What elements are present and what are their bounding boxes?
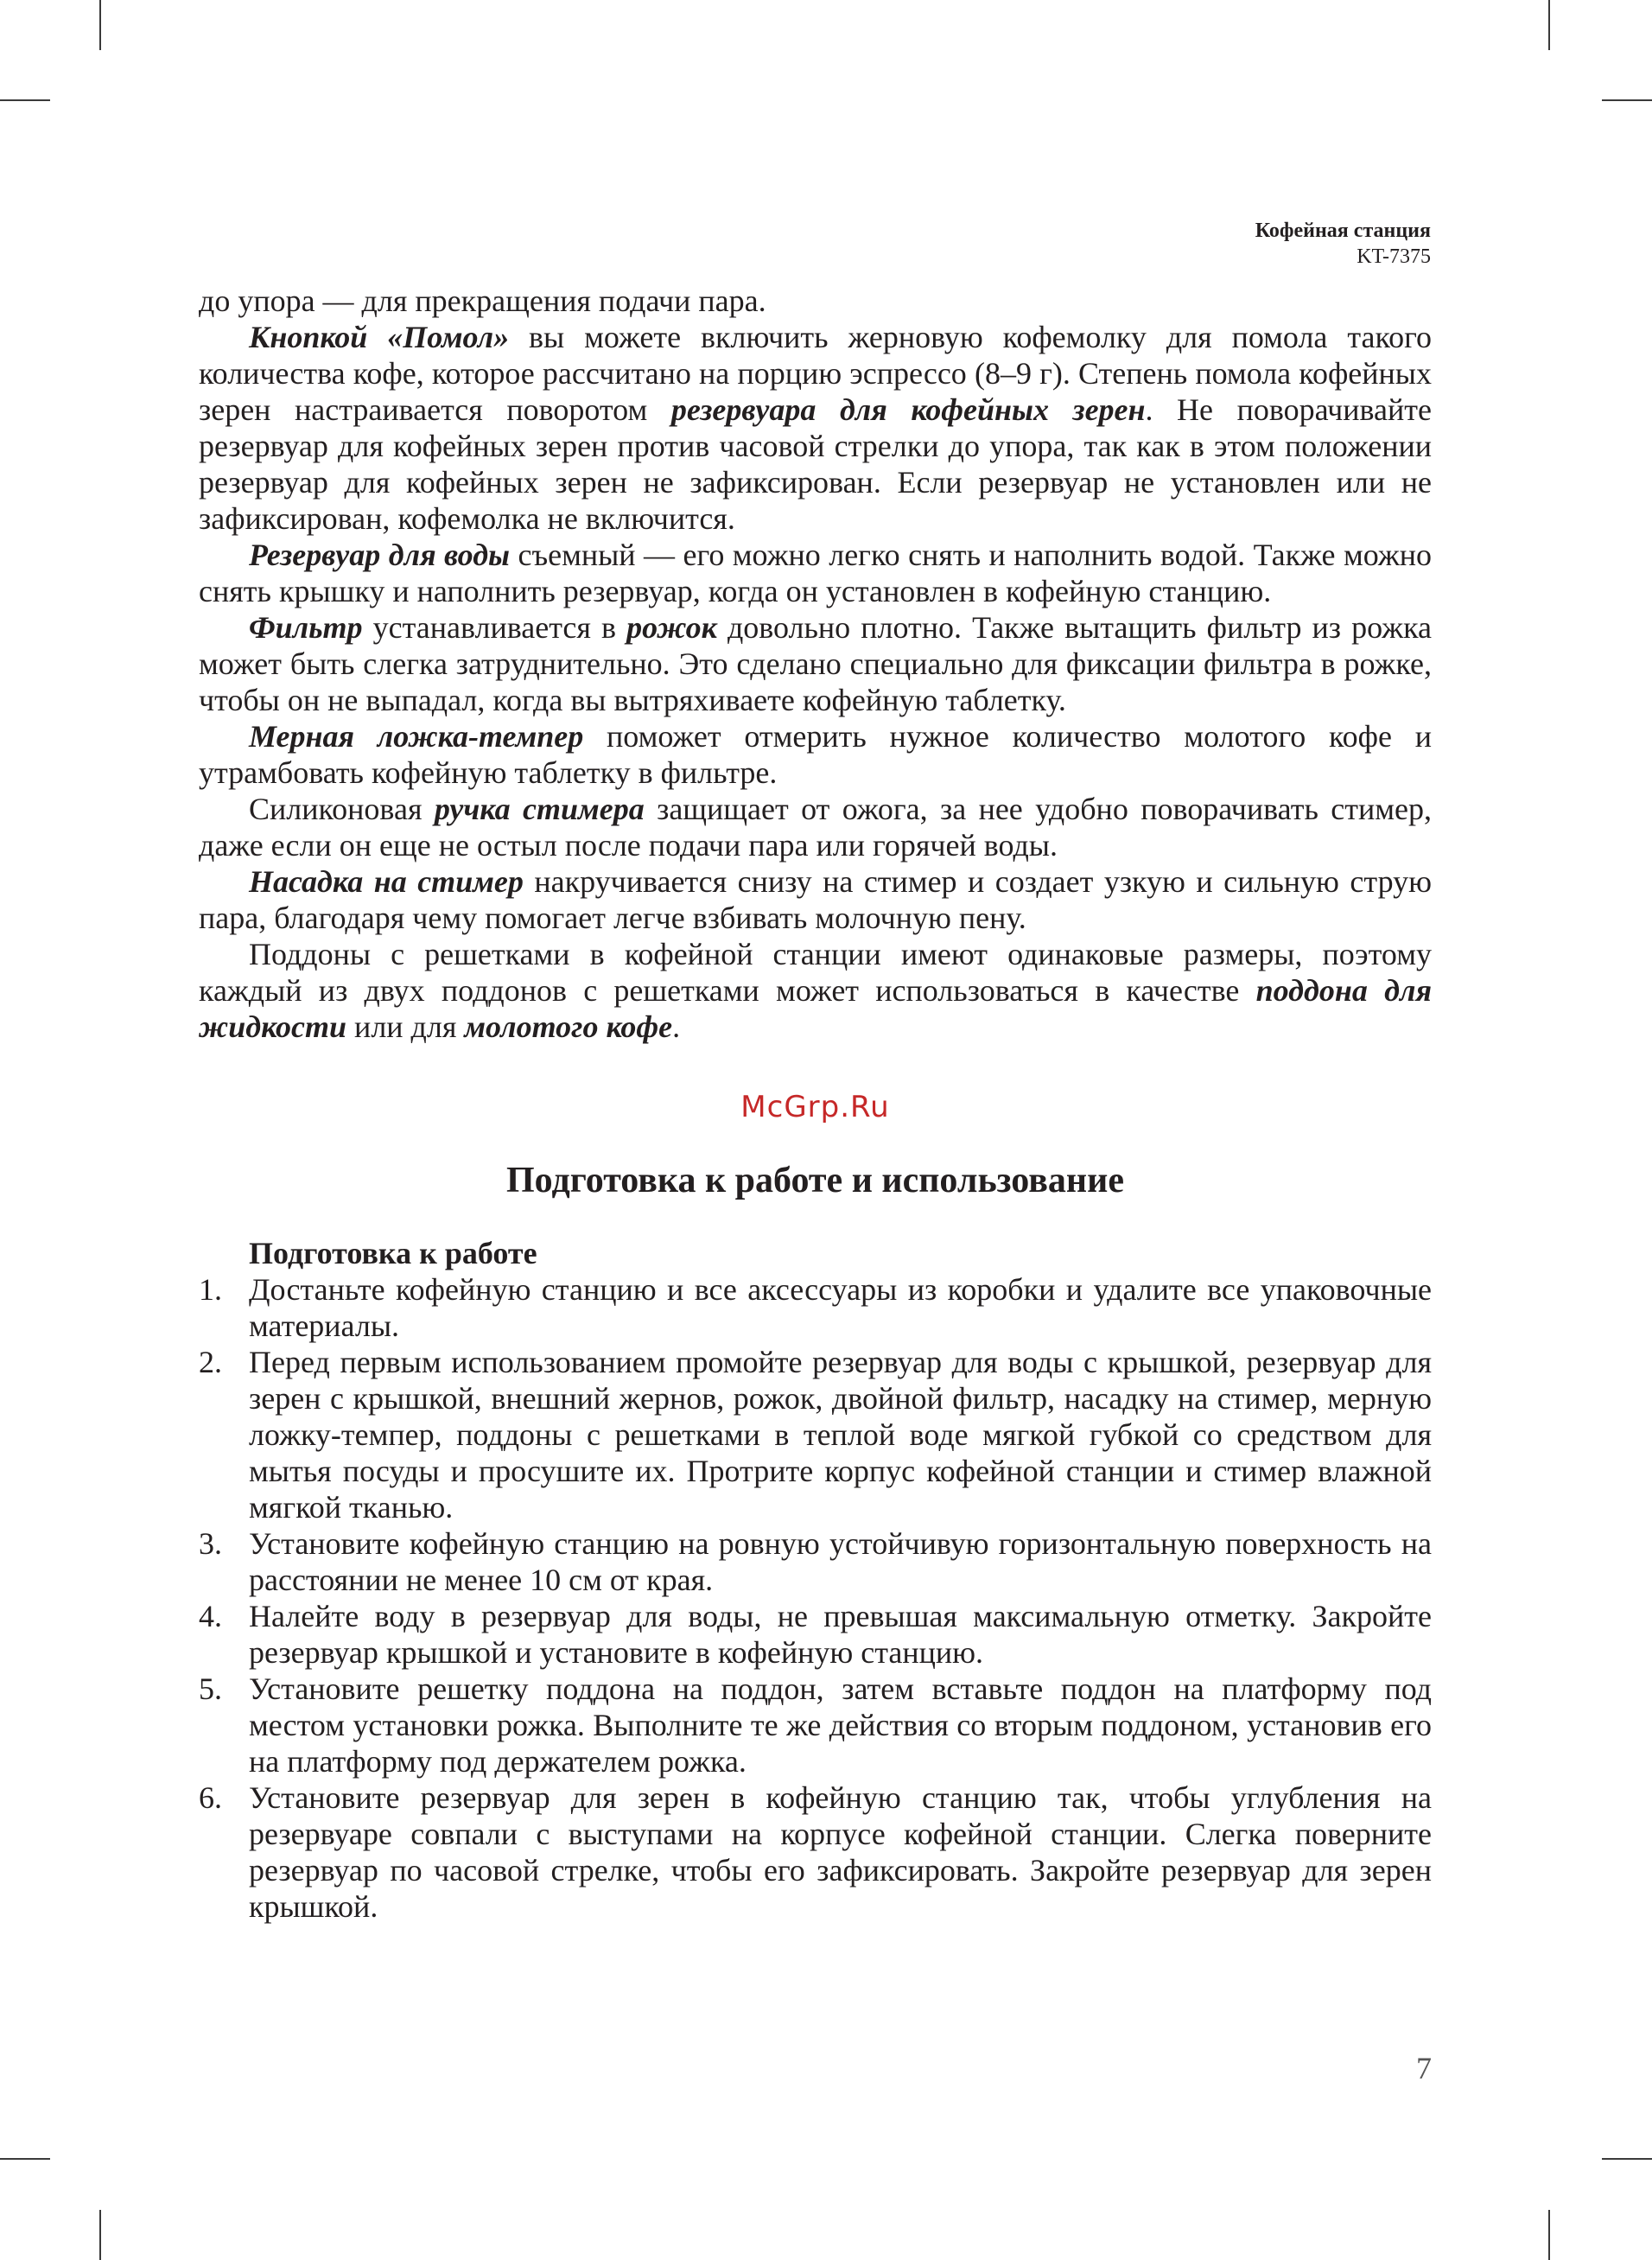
paragraph — [199, 718, 1432, 791]
paragraph-text: вы можете включить жерновую кофемолку для помола такого количества кофе, которое рассчитано на порцию эспрессо (8–9 г). Степень помола кофейных зерен настраивается поворотом — [199, 320, 1433, 427]
term: поддона для жидкости — [199, 973, 1432, 1044]
paragraph — [199, 936, 1432, 1045]
term: молотого кофе — [464, 1009, 673, 1044]
paragraph-text: довольно плотно. Также вытащить фильтр из рожка может быть слегка затруднительно. Это сделано специально для фиксации фильтра в рожке, чтобы он не выпадал, когда вы вытряхиваете кофейную таблетку. — [199, 610, 1432, 717]
list-item-text: Установите кофейную станцию на ровную устойчивую горизонтальную поверхность на расстоянии не менее 10 см от края. — [249, 1526, 1432, 1597]
running-header — [1255, 218, 1431, 270]
list-item-number: 4. — [199, 1599, 222, 1633]
list-item — [199, 1671, 1432, 1779]
crop-mark — [0, 2158, 50, 2160]
term: рожок — [626, 610, 717, 645]
list-item-text: Достаньте кофейную станцию и все аксессуары из коробки и удалите все упаковочные материалы. — [249, 1272, 1432, 1343]
list-item — [199, 1779, 1432, 1925]
term: ручка стимера — [434, 792, 645, 826]
paragraph-text: или для — [346, 1009, 465, 1044]
paragraph-text: накручивается снизу на стимер и создает узкую и сильную струю пара, благодаря чему помогает легче взбивать молочную пену. — [199, 864, 1432, 935]
paragraph — [199, 609, 1432, 718]
list-item-number: 3. — [199, 1526, 222, 1561]
paragraph-text: Силиконовая — [249, 792, 435, 826]
term: Насадка на стимер — [249, 864, 524, 899]
paragraph-text: защищает от ожога, за нее удобно поворачивать стимер, даже если он еще не остыл после подачи пара или горячей воды. — [199, 792, 1432, 863]
paragraph-text: поможет отмерить нужное количество молотого кофе и утрамбовать кофейную таблетку в фильтре. — [199, 719, 1432, 790]
term: резервуара для кофейных зерен — [670, 392, 1146, 427]
paragraph — [199, 863, 1432, 936]
list-item-text: Налейте воду в резервуар для воды, не превышая максимальную отметку. Закройте резервуар крышкой и установите в кофейную станцию. — [249, 1599, 1432, 1670]
crop-mark — [1602, 99, 1652, 101]
header-model: KT-7375 — [1357, 245, 1431, 268]
crop-mark — [99, 2210, 101, 2260]
section-title: Подготовка к работе и использование — [506, 1161, 1124, 1200]
term: Кнопкой «Помол» — [249, 320, 510, 354]
paragraph — [199, 537, 1432, 609]
list-item-number: 5. — [199, 1671, 222, 1706]
list-item-number: 2. — [199, 1345, 222, 1379]
header-title: Кофейная станция — [1255, 220, 1431, 242]
paragraph — [199, 319, 1432, 537]
list-item-text: Перед первым использованием промойте резервуар для воды с крышкой, резервуар для зерен с крышкой, внешний жернов, рожок, двойной фильтр, насадку на стимер, мерную ложку-темпер, поддоны с решетками в теплой воде мягкой губкой со средством для мытья посуды и просушите их. Протрите корпус кофейной станции и стимер влажной мягкой тканью. — [249, 1345, 1432, 1525]
subsection-title: Подготовка к работе — [249, 1236, 537, 1270]
page-number: 7 — [1416, 2051, 1432, 2085]
watermark: McGrp.Ru — [740, 1090, 890, 1124]
list-item-number: 6. — [199, 1780, 222, 1815]
crop-mark — [1602, 2158, 1652, 2160]
list-item — [199, 1344, 1432, 1525]
paragraph — [199, 791, 1432, 863]
steps-list — [199, 1271, 1432, 1925]
paragraph-text: устанавливается в — [362, 610, 627, 645]
term: Мерная ложка-темпер — [249, 719, 584, 754]
paragraph-text: . Не поворачивайте резервуар для кофейных зерен против часовой стрелки до упора, так как в этом положении резервуар для кофейных зерен не зафиксирован. Если резервуар не установлен или не зафиксирован, кофемолка не включится. — [199, 392, 1432, 536]
crop-mark — [1548, 0, 1550, 50]
list-item-text: Установите резервуар для зерен в кофейную станцию так, чтобы углубления на резервуаре совпали с выступами на корпусе кофейной станции. Слегка поверните резервуар по часовой стрелке, чтобы его зафиксировать. Закройте резервуар для зерен крышкой. — [249, 1780, 1432, 1924]
crop-mark — [99, 0, 101, 50]
list-item — [199, 1598, 1432, 1671]
term: Фильтр — [249, 610, 363, 645]
paragraph — [199, 283, 1432, 319]
list-item-text: Установите решетку поддона на поддон, затем вставьте поддон на платформу под местом установки рожка. Выполните те же действия со вторым поддоном, установив его на платформу под держателем рожка. — [249, 1671, 1432, 1779]
list-item — [199, 1525, 1432, 1598]
crop-mark — [1548, 2210, 1550, 2260]
list-item-number: 1. — [199, 1272, 222, 1307]
paragraph-text: . — [672, 1009, 681, 1044]
page-content — [199, 283, 1432, 1925]
paragraph-text: до упора — для прекращения подачи пара. — [199, 283, 766, 318]
paragraph-text: Поддоны с решетками в кофейной станции имеют одинаковые размеры, поэтому каждый из двух поддонов с решетками может использоваться в качестве — [199, 937, 1432, 1008]
crop-mark — [0, 99, 50, 101]
paragraph-text: съемный — его можно легко снять и наполнить водой. Также можно снять крышку и наполнить резервуар, когда он установлен в кофейную станцию. — [199, 538, 1433, 608]
list-item — [199, 1271, 1432, 1344]
term: Резервуар для воды — [249, 538, 511, 572]
